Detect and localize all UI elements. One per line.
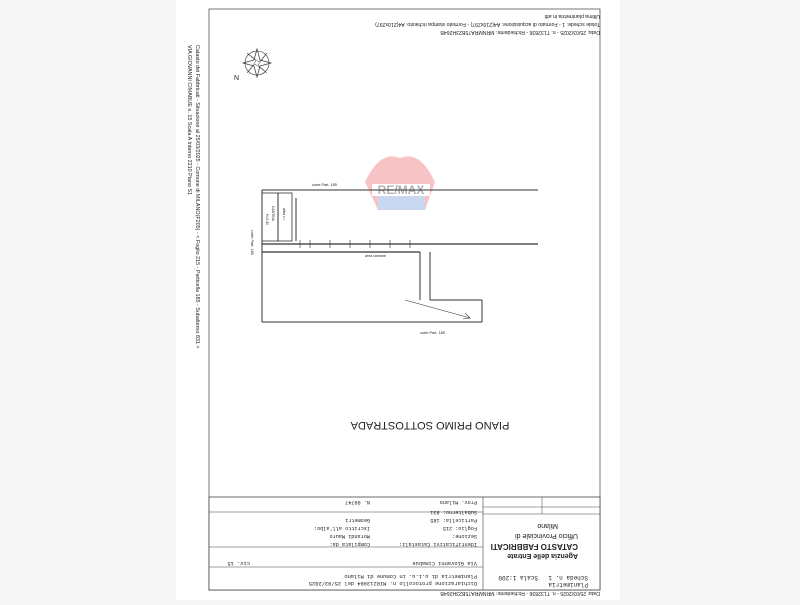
compass-north-label: N	[234, 75, 240, 82]
label-top-wall: corte Part. 185	[312, 183, 337, 187]
planimetria-tag: Planimetria	[548, 581, 588, 588]
scala-label: Scala 1:200	[498, 574, 538, 581]
label-left-wall: corte Part. 185	[250, 230, 254, 255]
remax-watermark	[365, 156, 435, 210]
header-line-2: Totale schede: 1 - Formato di acquisizione: A4(210x297) - Formato stampa richiesto: A4(210x297)	[375, 21, 600, 27]
dichiarazione-text: Dichiarazione protocollo n. MI0213984 del 25/03/2025	[308, 580, 477, 586]
catasto-system: CATASTO FABBRICATI	[490, 542, 578, 551]
address-text: Via Giovanni Cimabue	[412, 560, 477, 566]
planimetria-comune: Planimetria di u.i.u. in Comune di Milano	[344, 573, 477, 579]
office-city: Milano	[537, 522, 558, 529]
header-line-1: Data: 25/03/2025 - n. T132836 - Richiedente: MRNMRA75B23H264B	[440, 29, 600, 35]
side-margin-line-2: VIA GIOVANNI CIMABUE n. 15 Scala A Interno 2210 Piano S1	[186, 45, 192, 196]
compass-rose-icon	[243, 49, 271, 77]
label-room-a: H=2.40	[265, 214, 269, 226]
sezione-label: Sezione:	[452, 533, 477, 539]
label-room-b: CANTINA	[271, 206, 275, 221]
identificativi-label: Identificativi Catastali:	[399, 541, 477, 547]
label-stair: area comune	[365, 254, 386, 258]
subalterno-label: Subalterno: 831	[430, 509, 477, 515]
compilatore-nome: Morandi Mauro	[329, 533, 370, 539]
label-bottom-wall: corte Part. 185	[420, 331, 445, 335]
label-corridor: altra u.i.	[282, 208, 286, 221]
office-label: Ufficio Provinciale di	[515, 532, 578, 539]
scheda-label: Scheda n. 1	[548, 574, 588, 581]
numero-label: N. 09747	[345, 499, 370, 505]
prov-label: Prov. Milano	[439, 499, 477, 505]
header-line-3: Ultima planimetria in atti	[544, 13, 600, 19]
foglio-label: Foglio: 215	[442, 525, 477, 531]
agency-header: Agenzia delle Entrate	[507, 552, 578, 559]
professione-label: Geometri	[345, 517, 370, 523]
side-margin-line-1: Catasto dei Fabbricati - Situazione al 25/03/2025 - Comune di MILANO(F205) - < Foglio 215 - Particella 185 - Subalterno 831 >	[194, 45, 200, 349]
iscritto-label: Iscritto all'albo:	[313, 525, 370, 531]
footer-line-1: Data: 25/03/2025 - n. T132836 - Richiedente: MRNMRA75B23H264B	[440, 590, 600, 596]
watermark-text: RE/MAX	[377, 183, 425, 197]
cadastral-sheet	[176, 0, 620, 600]
floor-title: PIANO PRIMO SOTTOSTRADA	[350, 419, 510, 431]
civico-text: civ. 15	[227, 560, 250, 566]
floor-plan-drawing	[176, 0, 620, 600]
particella-label: Particella: 185	[430, 517, 477, 523]
compilata-label: Compilata da:	[329, 541, 370, 547]
